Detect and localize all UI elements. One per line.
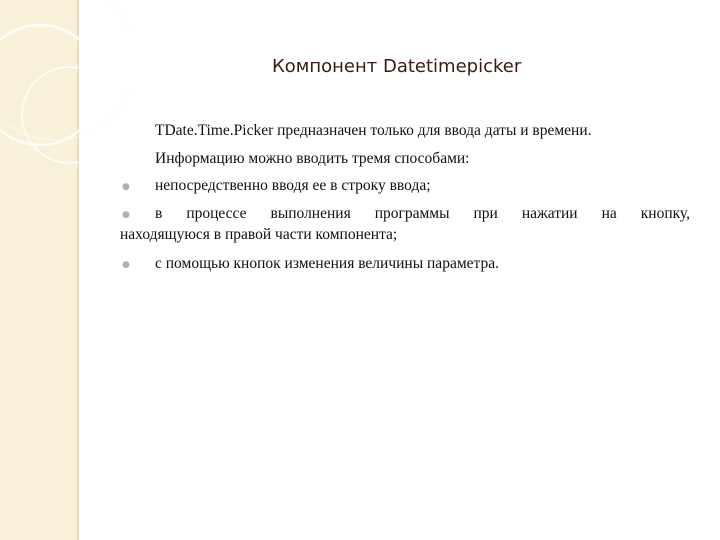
list-item-text: непосредственно вводя ее в строку ввода; xyxy=(155,177,431,194)
bullet-marker: ● xyxy=(122,210,130,220)
bullet-marker: ● xyxy=(122,182,130,192)
list-item-text: в процессе выполнения программы при нажатии на кнопку, xyxy=(155,205,690,222)
paragraph-description: TDate.Time.Picker предназначен только для ввода даты и времени. xyxy=(155,122,592,139)
slide-title: Компонент Datetimepicker xyxy=(272,56,522,77)
bullet-marker: ● xyxy=(122,260,130,270)
paragraph-methods-intro: Информацию можно вводить тремя способами: xyxy=(155,150,470,167)
decorative-circles xyxy=(0,0,130,230)
list-item-continuation: находящуюся в правой части компонента; xyxy=(120,226,398,243)
list-item-text: с помощью кнопок изменения величины параметра. xyxy=(155,255,499,272)
